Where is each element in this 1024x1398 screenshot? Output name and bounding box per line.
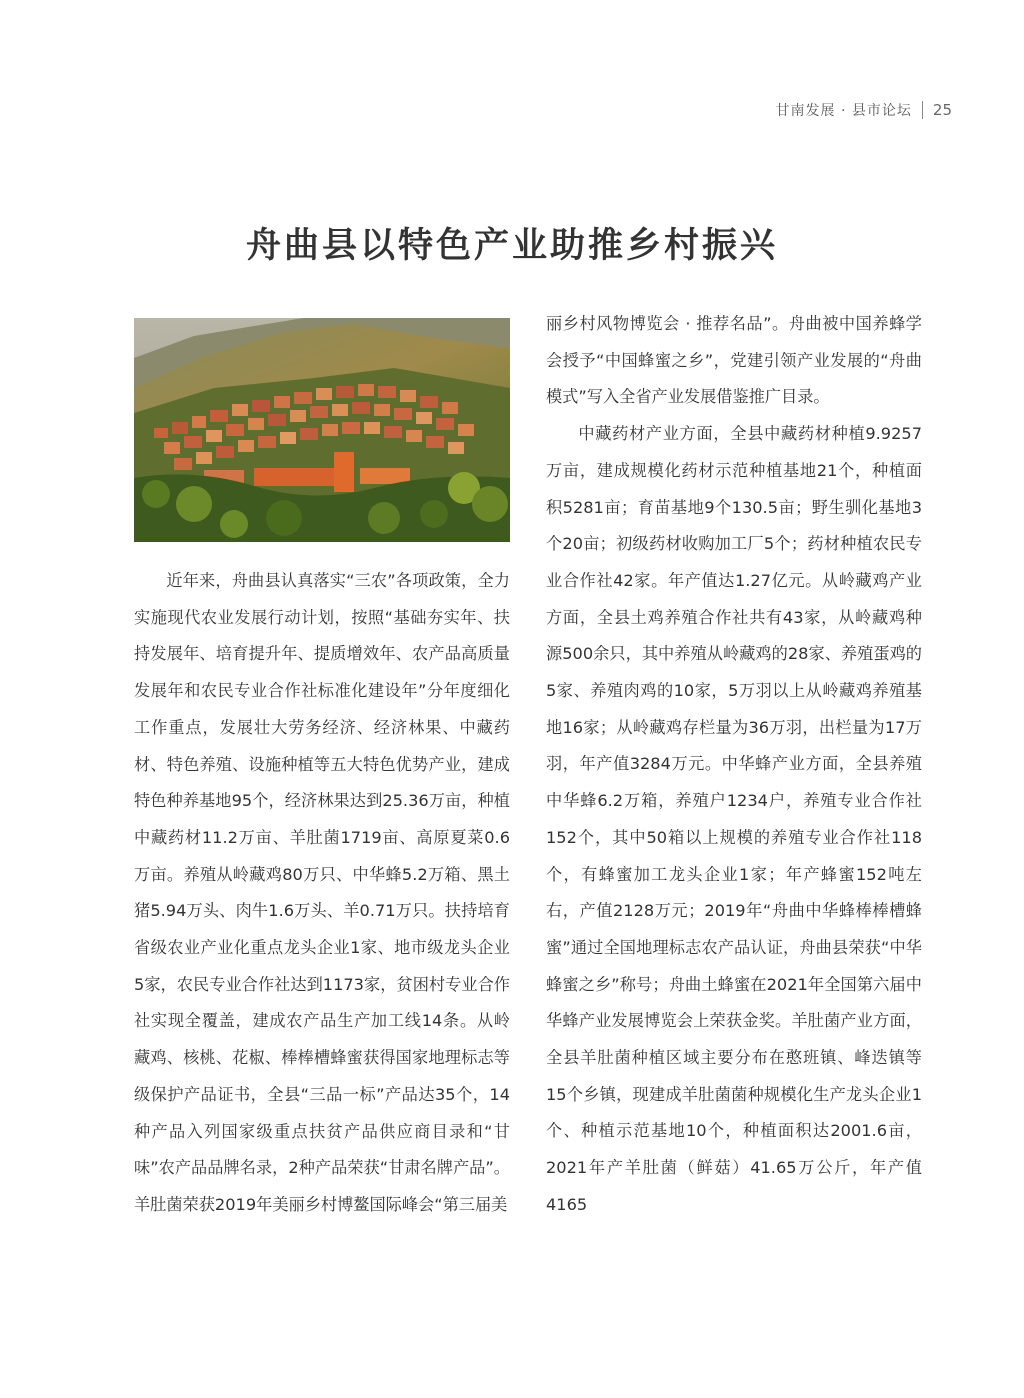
header-divider — [922, 101, 923, 119]
mountain-village-photo — [134, 318, 510, 542]
section-label: 甘南发展 · 县市论坛 — [775, 103, 912, 119]
left-column — [134, 563, 510, 1224]
running-header — [776, 100, 952, 120]
right-column — [546, 306, 922, 1224]
paragraph: 丽乡村风物博览会 · 推荐名品”。舟曲被中国养蜂学会授予“中国蜂蜜之乡”，党建引领产业发展的“舟曲模式”写入全省产业发展借鉴推广目录。 — [546, 314, 922, 407]
article-title: 舟曲县以特色产业助推乡村振兴 — [245, 225, 778, 266]
paragraph: 中藏药材产业方面，全县中藏药材种植9.9257万亩，建成规模化药材示范种植基地21个，种植面积5281亩；育苗基地9个130.5亩；野生驯化基地3个20亩；初级药材收购加工厂5个；药材种植农民专业合作社42家。年产值达1.27亿元。从岭藏鸡产业方面，全县土鸡养殖合作社共有43家，从岭藏鸡种源500余只，其中养殖从岭藏鸡的28家、养殖蛋鸡的5家、养殖肉鸡的10家，5万羽以上从岭藏鸡养殖基地16家；从岭藏鸡存栏量为36万羽，出栏量为17万羽，年产值3284万元。中华蜂产业方面，全县养殖中华蜂6.2万箱，养殖户1234户，养殖专业合作社152个，其中50箱以上规模的养殖专业合作社118个，有蜂蜜加工龙头企业1家；年产蜂蜜152吨左右，产值2128万元；2019年“舟曲中华蜂棒棒槽蜂蜜”通过全国地理标志农产品认证，舟曲县荣获“中华蜂蜜之乡”称号；舟曲土蜂蜜在2021年全国第六届中华蜂产业发展博览会上荣获金奖。羊肚菌产业方面，全县羊肚菌种植区域主要分布在憨班镇、峰迭镇等15个乡镇，现建成羊肚菌菌种规模化生产龙头企业1个、种植示范基地10个，种植面积达2001.6亩，2021年产羊肚菌（鲜菇）41.65万公斤，年产值4165 — [546, 424, 922, 1214]
page-number: 25 — [932, 101, 952, 119]
paragraph: 近年来，舟曲县认真落实“三农”各项政策，全力实施现代农业发展行动计划，按照“基础夯实年、扶持发展年、培育提升年、提质增效年、农产品高质量发展年和农民专业合作社标准化建设年”分年度细化工作重点，发展壮大劳务经济、经济林果、中藏药材、特色养殖、设施种植等五大特色优势产业，建成特色种养基地95个，经济林果达到25.36万亩，种植中藏药材11.2万亩、羊肚菌1719亩、高原夏菜0.6万亩。养殖从岭藏鸡80万只、中华蜂5.2万箱、黑土猪5.94万头、肉牛1.6万头、羊0.71万只。扶持培育省级农业产业化重点龙头企业1家、地市级龙头企业5家，农民专业合作社达到1173家，贫困村专业合作社实现全覆盖，建成农产品生产加工线14条。从岭藏鸡、核桃、花椒、棒棒槽蜂蜜获得国家地理标志等级保护产品证书，全县“三品一标”产品达35个，14种产品入列国家级重点扶贫产品供应商目录和“甘味”农产品品牌名录，2种产品荣获“甘肃名牌产品”。羊肚菌荣获2019年美丽乡村博鳌国际峰会“第三届美 — [134, 571, 510, 1214]
